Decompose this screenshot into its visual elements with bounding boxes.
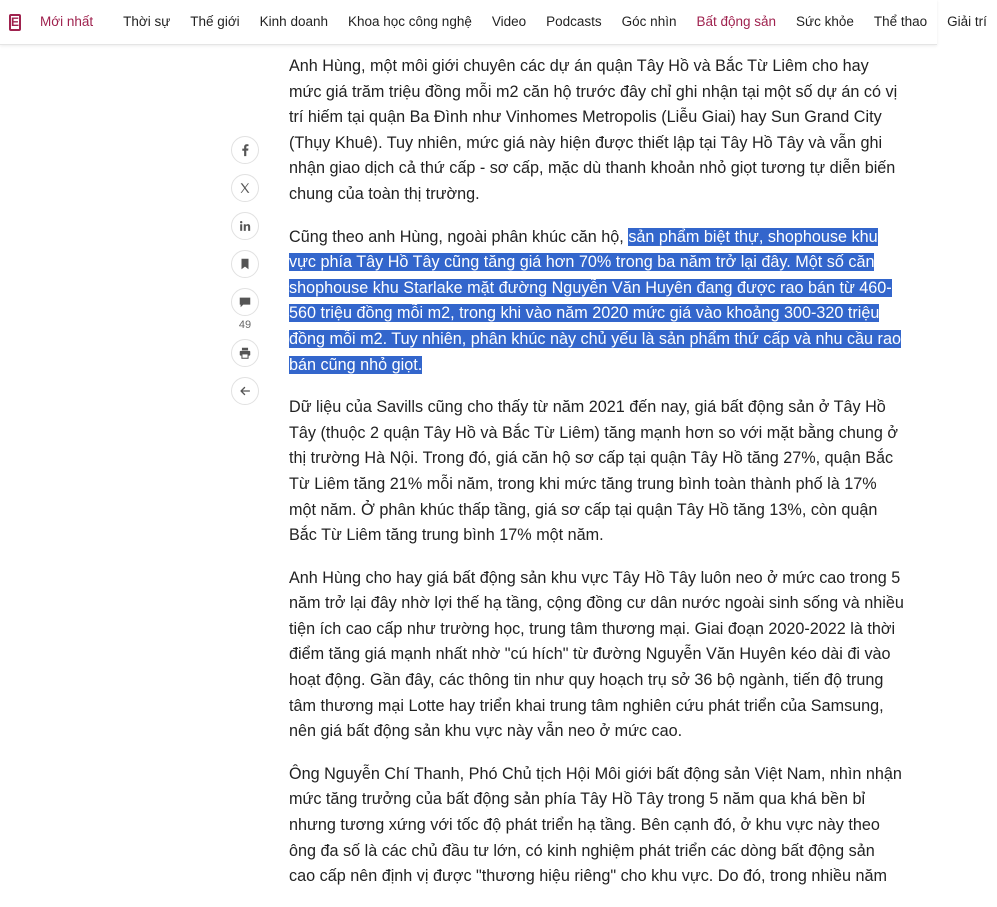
nav-item-video[interactable]: Video	[491, 14, 527, 29]
comment-icon	[238, 295, 252, 309]
selected-text: sản phẩm biệt thự, shophouse khu vực phía Tây Hồ Tây cũng tăng giá hơn 70% trong ba năm trở lại đây. Một số căn shophouse khu Starlake mặt đường Nguyễn Văn Huyên đang được rao bán từ 460-560 triệu đồng mỗi m2, trong khi vào năm 2020 mức giá vào khoảng 300-320 triệu đồng mỗi m2. Tuy nhiên, phân khúc này chủ yếu là sản phẩm thứ cấp và nhu cầu rao bán cũng nhỏ giọt.	[289, 227, 901, 374]
article-paragraph-5: Ông Nguyễn Chí Thanh, Phó Chủ tịch Hội Môi giới bất động sản Việt Nam, nhìn nhận mức tăng trưởng của bất động sản phía Tây Hồ Tây trong 5 năm qua khá bền bỉ nhưng tương xứng với tốc độ phát triển hạ tầng. Bên cạnh đó, ở khu vực này theo ông đa số là các chủ đầu tư lớn, có kinh nghiệm phát triển các dòng bất động sản cao cấp nên định vị được "thương hiệu riêng" cho khu vực. Do đó, trong nhiều năm	[289, 764, 902, 886]
x-icon	[238, 181, 252, 195]
nav-item-kinh-doanh[interactable]: Kinh doanh	[259, 14, 328, 29]
article-paragraph-4: Anh Hùng cho hay giá bất động sản khu vực Tây Hồ Tây luôn neo ở mức cao trong 5 năm trở lại đây nhờ lợi thế hạ tầng, cộng đồng cư dân nước ngoài sinh sống và nhiều tiện ích cao cấp như trường học, trung tâm thương mại. Giai đoạn 2020-2022 là thời điểm tăng giá mạnh nhất nhờ "cú hích" từ đường Nguyễn Văn Huyên kéo dài đi vào hoạt động. Gần đây, các thông tin như quy hoạch trụ sở 36 bộ ngành, tiến độ trung tâm thương mại Lotte hay triển khai trung tâm nghiên cứu phát triển của Samsung, nên giá bất động sản khu vực này vẫn neo ở mức cao.	[289, 568, 904, 741]
nav-item-bat-dong-san[interactable]: Bất động sản	[696, 14, 777, 29]
back-icon	[238, 384, 252, 398]
share-toolbar	[230, 136, 260, 405]
paragraph-text: Cũng theo anh Hùng, ngoài phân khúc căn hộ,	[289, 227, 629, 246]
nav-item-moi-nhat[interactable]: Mới nhất	[40, 14, 94, 29]
nav-item-the-gioi[interactable]: Thế giới	[190, 14, 240, 29]
comment-count: 49	[238, 319, 252, 331]
article-paragraph-2	[289, 225, 905, 379]
article-body	[289, 54, 905, 907]
linkedin-icon	[238, 219, 252, 233]
print-icon	[238, 346, 252, 360]
nav-item-khoa-hoc-cong-nghe[interactable]: Khoa học công nghệ	[347, 14, 472, 29]
linkedin-share-button[interactable]	[231, 212, 259, 240]
x-share-button[interactable]	[231, 174, 259, 202]
article-paragraph-1: Anh Hùng, một môi giới chuyên các dự án quận Tây Hồ và Bắc Từ Liêm cho hay mức giá trăm triệu đồng mỗi m2 căn hộ trước đây chỉ ghi nhận tại một số dự án có vị trí hiếm tại quận Ba Đình như Vinhomes Metropolis (Liễu Giai) hay Sun Grand City (Thụy Khuê). Tuy nhiên, mức giá này hiện được thiết lập tại Tây Hồ Tây và vẫn ghi nhận giao dịch cả thứ cấp - sơ cấp, mặc dù thanh khoản nhỏ giọt tương tự diễn biến chung của toàn thị trường.	[289, 57, 898, 203]
bookmark-button[interactable]	[231, 250, 259, 278]
comment-button[interactable]	[231, 288, 259, 316]
print-button[interactable]	[231, 339, 259, 367]
nav-item-podcasts[interactable]: Podcasts	[546, 14, 602, 29]
facebook-share-button[interactable]	[231, 136, 259, 164]
nav-item-the-thao[interactable]: Thể thao	[873, 14, 928, 29]
top-navigation	[0, 0, 987, 45]
bookmark-icon	[238, 257, 252, 271]
article-paragraph-3: Dữ liệu của Savills cũng cho thấy từ năm 2021 đến nay, giá bất động sản ở Tây Hồ Tây (thuộc 2 quận Tây Hồ và Bắc Từ Liêm) tăng mạnh hơn so với mặt bằng chung ở thị trường Hà Nội. Trong đó, giá căn hộ sơ cấp tại quận Tây Hồ tăng 27%, quận Bắc Từ Liêm tăng 21% mỗi năm, trong khi mức tăng trung bình toàn thành phố là 17% một năm. Ở phân khúc thấp tầng, giá sơ cấp tại quận Tây Hồ tăng 13%, còn quận Bắc Từ Liêm tăng trung bình 17% một năm.	[289, 398, 898, 545]
nav-item-giai-tri[interactable]: Giải trí	[947, 14, 987, 29]
back-button[interactable]	[231, 377, 259, 405]
nav-item-suc-khoe[interactable]: Sức khỏe	[796, 14, 854, 29]
nav-item-thoi-su[interactable]: Thời sự	[123, 14, 171, 29]
facebook-icon	[238, 143, 252, 157]
site-logo[interactable]: E	[11, 15, 20, 29]
nav-item-goc-nhin[interactable]: Góc nhìn	[621, 14, 677, 29]
